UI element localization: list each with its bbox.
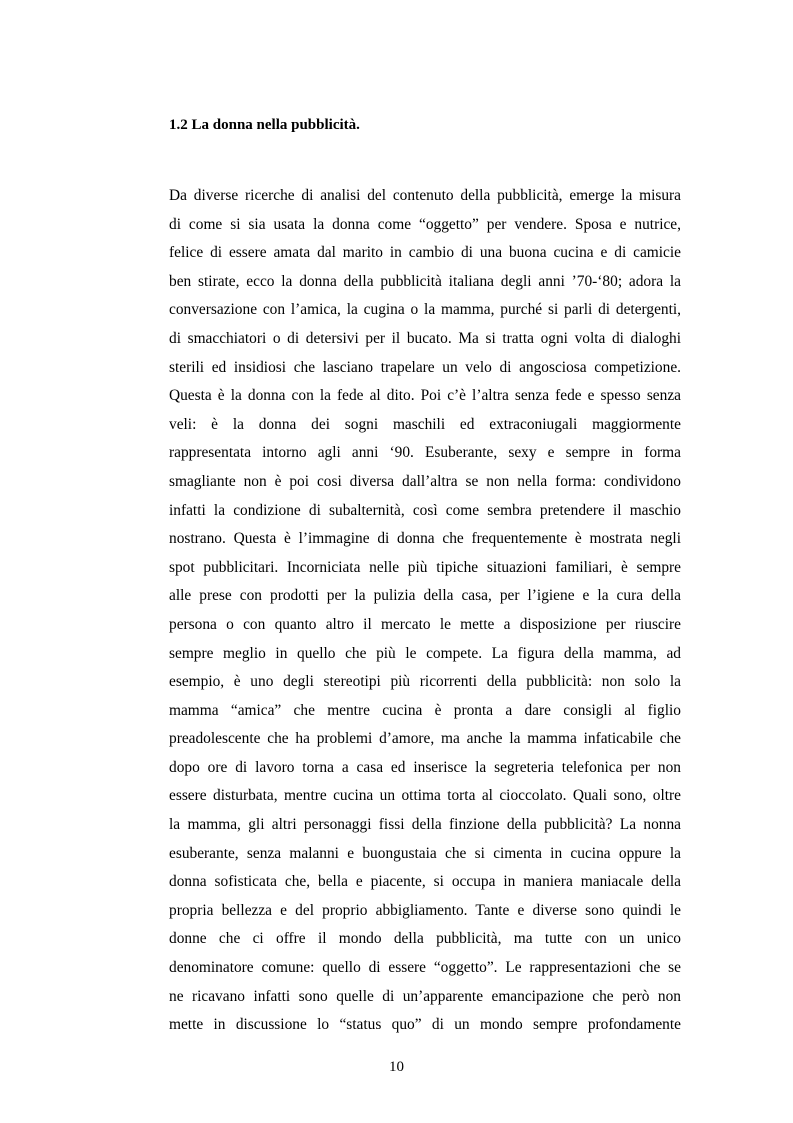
text-line: la mamma, gli altri personaggi fissi della finzione della pubblicità? La nonna xyxy=(169,816,681,834)
text-line: di come si sia usata la donna come “oggetto” per vendere. Sposa e nutrice, xyxy=(169,215,681,233)
text-line: rappresentata intorno agli anni ‘90. Esuberante, sexy e sempre in forma xyxy=(169,444,681,462)
text-line: ben stirate, ecco la donna della pubblicità italiana degli anni ’70-‘80; adora la xyxy=(169,272,681,290)
text-line: conversazione con l’amica, la cugina o la mamma, purché si parli di detergenti, xyxy=(169,301,681,319)
text-line: mette in discussione lo “status quo” di un mondo sempre profondamente xyxy=(169,1016,681,1034)
text-line: sterili ed insidiosi che lasciano trapelare un velo di angosciosa competizione. xyxy=(169,358,681,376)
text-line: di smacchiatori o di detersivi per il bucato. Ma si tratta ogni volta di dialoghi xyxy=(169,329,681,347)
text-line: denominatore comune: quello di essere “oggetto”. Le rappresentazioni che se xyxy=(169,959,681,977)
text-line: propria bellezza e del proprio abbigliamento. Tante e diverse sono quindi le xyxy=(169,901,681,919)
text-line: sempre meglio in quello che più le compete. La figura della mamma, ad xyxy=(169,644,681,662)
page-number: 10 xyxy=(389,1059,404,1075)
text-line: spot pubblicitari. Incorniciata nelle più tipiche situazioni familiari, è sempre xyxy=(169,558,681,576)
text-line: felice di essere amata dal marito in cambio di una buona cucina e di camicie xyxy=(169,244,681,262)
text-line: infatti la condizione di subalternità, così come sembra pretendere il maschio xyxy=(169,501,681,519)
text-line: donne che ci offre il mondo della pubblicità, ma tutte con un unico xyxy=(169,930,681,948)
text-line: alle prese con prodotti per la pulizia della casa, per l’igiene e la cura della xyxy=(169,587,681,605)
text-line: essere disturbata, mentre cucina un ottima torta al cioccolato. Quali sono, oltre xyxy=(169,787,681,805)
text-line: Da diverse ricerche di analisi del contenuto della pubblicità, emerge la misura xyxy=(169,187,681,204)
text-line: donna sofisticata che, bella e piacente, si occupa in maniera maniacale della xyxy=(169,873,681,891)
text-line: dopo ore di lavoro torna a casa ed inserisce la segreteria telefonica per non xyxy=(169,758,681,776)
text-line: mamma “amica” che mentre cucina è pronta a dare consigli al figlio xyxy=(169,701,681,719)
text-line: esempio, è uno degli stereotipi più ricorrenti della pubblicità: non solo la xyxy=(169,673,681,691)
text-line: preadolescente che ha problemi d’amore, ma anche la mamma infaticabile che xyxy=(169,730,681,748)
text-line: smagliante non è poi cosi diversa dall’altra se non nella forma: condividono xyxy=(169,472,681,490)
text-line: Questa è la donna con la fede al dito. Poi c’è l’altra senza fede e spesso senza xyxy=(169,387,681,405)
text-line: esuberante, senza malanni e buongustaia che si cimenta in cucina oppure la xyxy=(169,844,681,862)
body-paragraph xyxy=(169,186,681,1044)
text-line: ne ricavano infatti sono quelle di un’apparente emancipazione che però non xyxy=(169,987,681,1005)
text-line: persona o con quanto altro il mercato le mette a disposizione per riuscire xyxy=(169,615,681,633)
section-heading: 1.2 La donna nella pubblicità. xyxy=(169,117,360,133)
text-line: veli: è la donna dei sogni maschili ed extraconiugali maggiormente xyxy=(169,415,681,433)
text-line: nostrano. Questa è l’immagine di donna che frequentemente è mostrata negli xyxy=(169,530,681,548)
